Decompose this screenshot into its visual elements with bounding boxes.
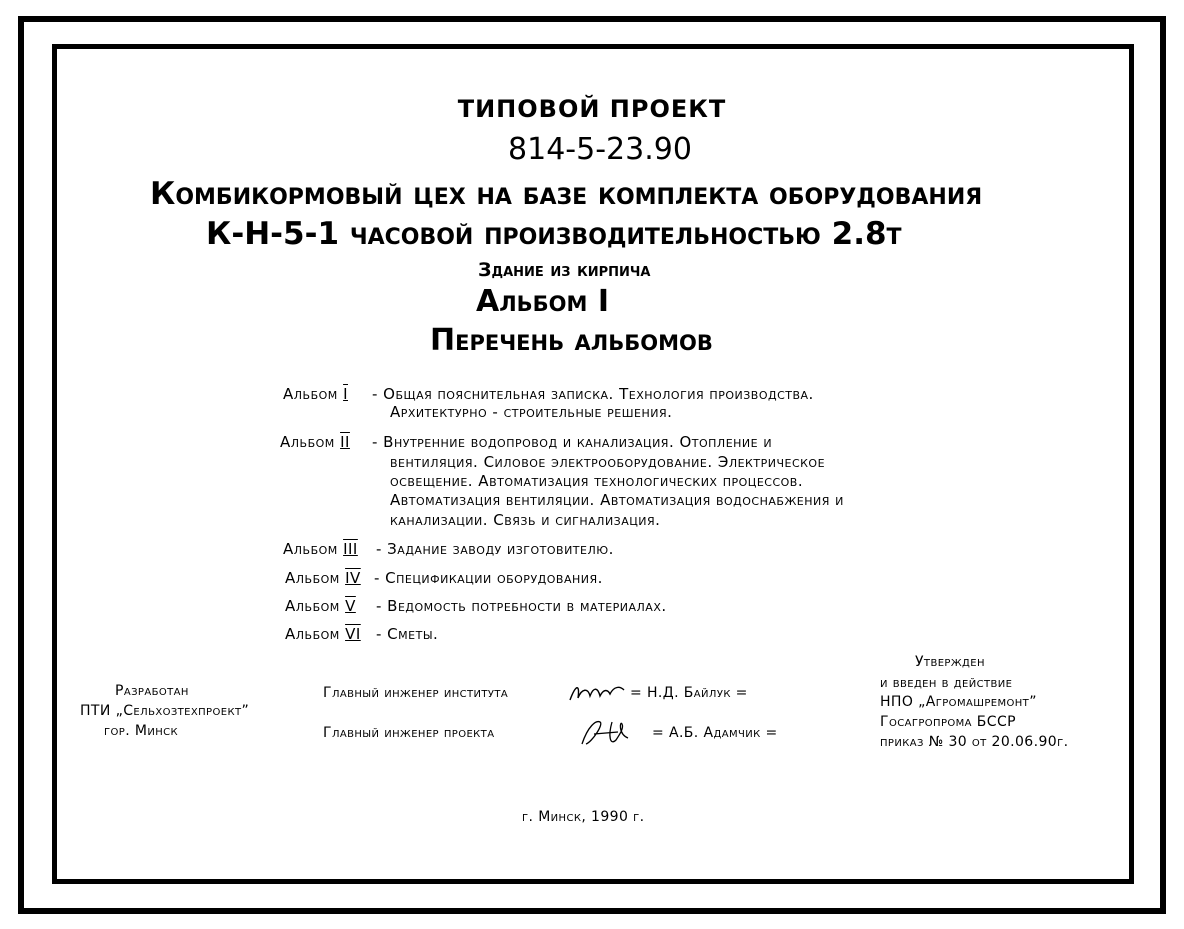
album-line: - Задание заводу изготовителю. [376, 540, 614, 558]
signature-role: Главный инженер проекта [323, 725, 495, 741]
approval-line: Госагропрома БССР [880, 714, 1016, 730]
album-line: - Общая пояснительная записка. Технология производства. [372, 385, 814, 403]
album-line: вентиляция. Силовое электрооборудование. Электрическое [390, 453, 826, 471]
album-label: Альбом II [280, 433, 350, 451]
approval-line: Утвержден [915, 654, 985, 670]
doc-type: ТИПОВОЙ ПРОЕКТ [457, 95, 727, 123]
album-line: освещение. Автоматизация технологических процессов. [390, 472, 804, 490]
approval-line: и введен в действие [880, 675, 1013, 691]
album-heading: Альбом I [476, 284, 610, 319]
album-line: Автоматизация вентиляции. Автоматизация водоснабжения и [390, 491, 844, 509]
signatory-name: = Н.Д. Байлук = [630, 685, 748, 701]
album-line: - Спецификации оборудования. [374, 569, 603, 587]
subtitle: Здание из кирпича [478, 259, 651, 281]
title-line-2: К-Н-5-1 часовой производительностью 2.8т [206, 216, 902, 252]
developer-line: гор. Минск [104, 723, 179, 739]
approval-line: приказ № 30 от 20.06.90г. [880, 734, 1069, 750]
album-label: Альбом V [285, 597, 356, 615]
signatory-name: = А.Б. Адамчик = [652, 725, 778, 741]
place-and-year: г. Минск, 1990 г. [522, 809, 645, 825]
album-label: Альбом III [283, 540, 358, 558]
album-line: канализации. Связь и сигнализация. [390, 511, 661, 529]
album-line: - Ведомость потребности в материалах. [376, 597, 667, 615]
handwritten-signature [568, 680, 628, 710]
approval-line: НПО „Агромашремонт” [880, 694, 1037, 710]
developer-line: ПТИ „Сельхозтехпроект” [80, 703, 250, 719]
album-line: - Сметы. [376, 625, 439, 643]
project-number: 814-5-23.90 [508, 132, 692, 167]
list-title: Перечень альбомов [430, 323, 713, 358]
signature-role: Главный инженер института [323, 685, 509, 701]
developer-line: Разработан [115, 683, 189, 699]
handwritten-signature [578, 716, 638, 754]
album-label: Альбом VI [285, 625, 361, 643]
album-line: Архитектурно - строительные решения. [390, 403, 673, 421]
title-line-1: Комбикормовый цех на базе комплекта оборудования [150, 176, 983, 212]
album-line: - Внутренние водопровод и канализация. Отопление и [372, 433, 773, 451]
album-label: Альбом I [283, 385, 348, 403]
album-label: Альбом IV [285, 569, 361, 587]
